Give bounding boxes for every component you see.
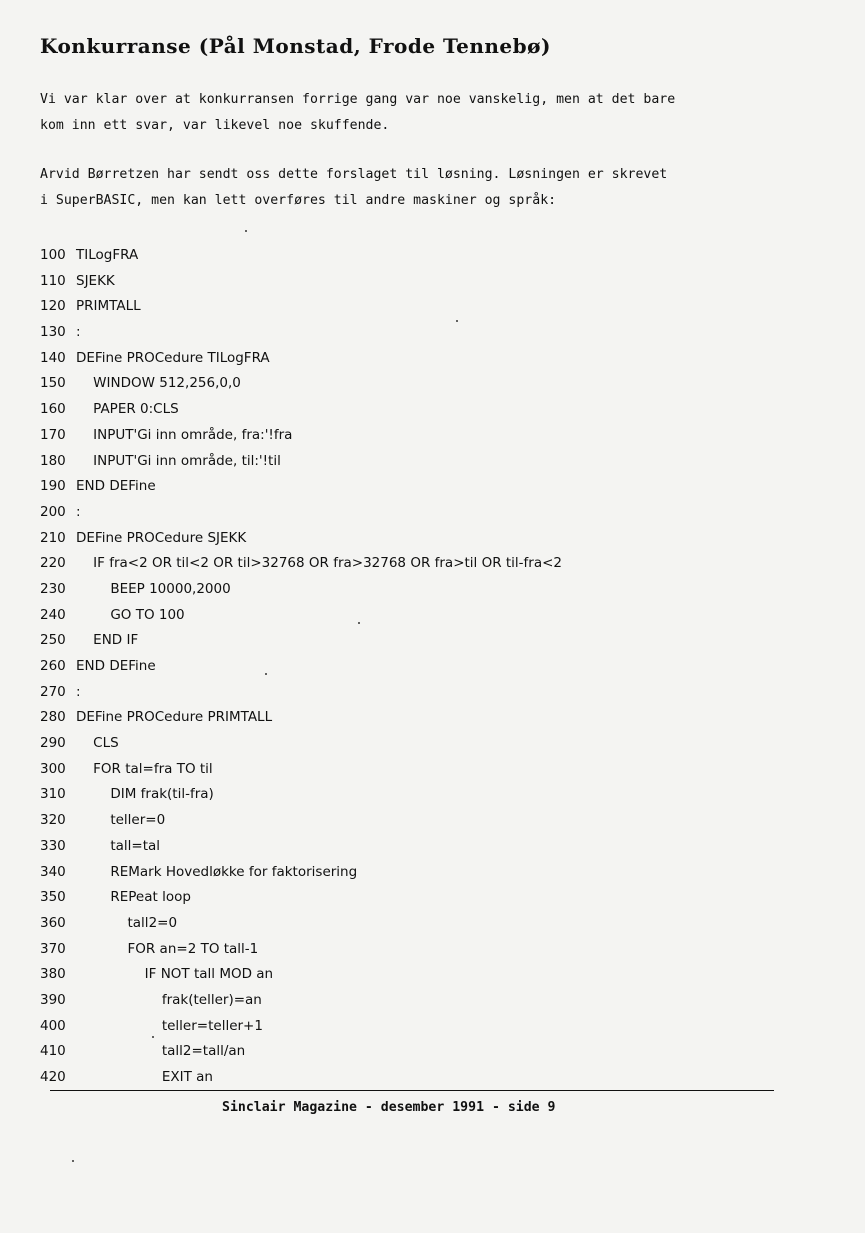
code-line <box>40 1014 562 1040</box>
code-line <box>40 988 562 1014</box>
line-number: 410 <box>40 1043 66 1060</box>
scan-speck <box>152 1036 154 1038</box>
line-number: 200 <box>40 503 66 520</box>
code-line <box>40 654 562 680</box>
line-number: 350 <box>40 889 66 906</box>
line-number: 240 <box>40 606 66 623</box>
line-number: 420 <box>40 1069 66 1085</box>
code-line <box>40 860 562 886</box>
code-statement: : <box>76 324 81 341</box>
line-number: 170 <box>40 426 66 443</box>
line-number: 320 <box>40 812 66 829</box>
code-statement: DEFine PROCedure SJEKK <box>76 529 247 546</box>
code-statement: REMark Hovedløkke for faktorisering <box>76 863 358 880</box>
line-number: 120 <box>40 298 66 315</box>
code-line <box>40 808 562 834</box>
code-statement: teller=teller+1 <box>76 1017 263 1034</box>
scan-speck <box>72 1160 74 1162</box>
code-listing <box>40 243 562 1091</box>
line-number: 190 <box>40 478 66 495</box>
code-statement: DEFine PROCedure TILogFRA <box>76 349 270 366</box>
code-statement: tall=tal <box>76 837 161 854</box>
code-line <box>40 731 562 757</box>
code-line <box>40 782 562 808</box>
line-number: 400 <box>40 1017 66 1034</box>
line-number: 330 <box>40 837 66 854</box>
line-number: 290 <box>40 735 66 752</box>
code-statement: EXIT an <box>76 1069 213 1085</box>
code-statement: PRIMTALL <box>76 298 141 315</box>
code-line <box>40 757 562 783</box>
scan-speck <box>456 320 458 322</box>
code-line <box>40 680 562 706</box>
code-line <box>40 526 562 552</box>
code-line <box>40 269 562 295</box>
code-line <box>40 294 562 320</box>
code-line <box>40 705 562 731</box>
code-line <box>40 603 562 629</box>
line-number: 360 <box>40 914 66 931</box>
solution-paragraph <box>40 162 667 214</box>
code-statement: REPeat loop <box>76 889 191 906</box>
code-statement: FOR an=2 TO tall-1 <box>76 940 259 957</box>
code-statement: teller=0 <box>76 812 166 829</box>
line-number: 280 <box>40 709 66 726</box>
scan-speck <box>358 622 360 624</box>
code-statement: frak(teller)=an <box>76 991 262 1008</box>
code-line <box>40 885 562 911</box>
code-line <box>40 911 562 937</box>
code-line <box>40 397 562 423</box>
code-statement: BEEP 10000,2000 <box>76 580 231 597</box>
code-statement: END DEFine <box>76 478 156 495</box>
code-line <box>40 346 562 372</box>
page-footer: Sinclair Magazine - desember 1991 - side 9 <box>222 1100 556 1115</box>
footer-divider <box>50 1090 774 1091</box>
line-number: 160 <box>40 401 66 418</box>
line-number: 180 <box>40 452 66 469</box>
code-statement: DIM frak(til-fra) <box>76 786 214 803</box>
code-line <box>40 320 562 346</box>
line-number: 270 <box>40 683 66 700</box>
article-title: Konkurranse (Pål Monstad, Frode Tennebø) <box>40 34 551 58</box>
line-number: 110 <box>40 272 66 289</box>
code-line <box>40 1065 562 1091</box>
code-statement: END IF <box>76 632 139 649</box>
line-number: 310 <box>40 786 66 803</box>
line-number: 220 <box>40 555 66 572</box>
code-statement: tall2=tall/an <box>76 1043 246 1060</box>
code-statement: FOR tal=fra TO til <box>76 760 213 777</box>
code-statement: SJEKK <box>76 272 115 289</box>
line-number: 250 <box>40 632 66 649</box>
code-statement: WINDOW 512,256,0,0 <box>76 375 241 392</box>
line-number: 130 <box>40 324 66 341</box>
line-number: 210 <box>40 529 66 546</box>
scan-speck <box>265 673 267 675</box>
code-statement: : <box>76 503 81 520</box>
code-line <box>40 628 562 654</box>
line-number: 370 <box>40 940 66 957</box>
code-statement: TILogFRA <box>76 247 139 263</box>
line-number: 300 <box>40 760 66 777</box>
paragraph-line: Arvid Børretzen har sendt oss dette forslaget til løsning. Løsningen er skrevet <box>40 167 668 182</box>
code-line <box>40 474 562 500</box>
code-statement: INPUT'Gi inn område, til:'!til <box>76 452 281 469</box>
line-number: 260 <box>40 658 66 674</box>
code-statement: PAPER 0:CLS <box>76 401 179 418</box>
code-statement: DEFine PROCedure PRIMTALL <box>76 709 273 726</box>
code-statement: INPUT'Gi inn område, fra:'!fra <box>76 426 293 443</box>
code-line <box>40 937 562 963</box>
code-line <box>40 834 562 860</box>
intro-paragraph <box>40 87 675 139</box>
line-number: 390 <box>40 991 66 1008</box>
code-statement: CLS <box>76 735 119 752</box>
paragraph-line: i SuperBASIC, men kan lett overføres til andre maskiner og språk: <box>40 193 557 208</box>
line-number: 380 <box>40 966 66 983</box>
code-line <box>40 500 562 526</box>
line-number: 230 <box>40 580 66 597</box>
line-number: 100 <box>40 247 66 263</box>
code-line <box>40 243 562 269</box>
line-number: 150 <box>40 375 66 392</box>
code-statement: END DEFine <box>76 658 156 674</box>
code-statement: IF NOT tall MOD an <box>76 966 274 983</box>
paragraph-line: kom inn ett svar, var likevel noe skuffende. <box>40 118 390 133</box>
code-line <box>40 371 562 397</box>
code-line <box>40 1039 562 1065</box>
line-number: 340 <box>40 863 66 880</box>
paragraph-line: Vi var klar over at konkurransen forrige gang var noe vanskelig, men at det bare <box>40 92 676 107</box>
code-line <box>40 551 562 577</box>
scan-speck <box>245 230 247 232</box>
code-statement: : <box>76 683 81 700</box>
code-line <box>40 449 562 475</box>
code-line <box>40 962 562 988</box>
code-line <box>40 577 562 603</box>
code-statement: tall2=0 <box>76 914 178 931</box>
code-statement: GO TO 100 <box>76 606 185 623</box>
line-number: 140 <box>40 349 66 366</box>
code-statement: IF fra<2 OR til<2 OR til>32768 OR fra>32768 OR fra>til OR til-fra<2 <box>76 555 563 572</box>
code-line <box>40 423 562 449</box>
